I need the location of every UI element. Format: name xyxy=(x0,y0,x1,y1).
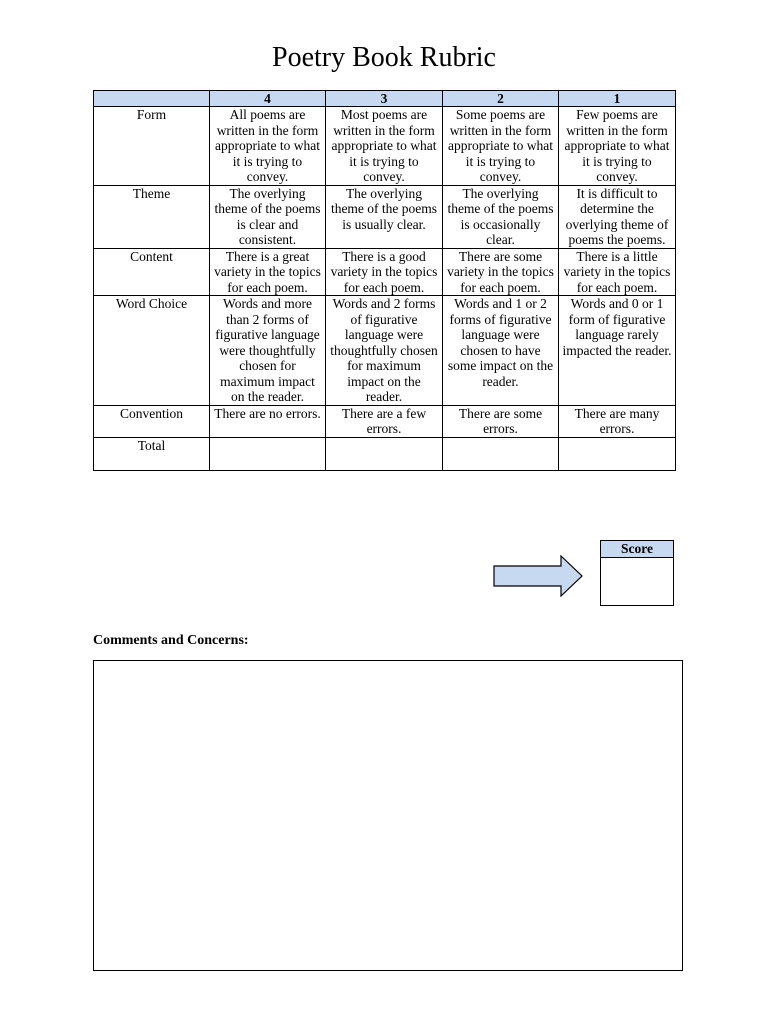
total-row xyxy=(94,437,676,470)
table-row xyxy=(94,107,676,186)
rubric-cell: It is difficult to determine the overlying theme of poems the poems. xyxy=(559,185,676,248)
rubric-cell: There are some variety in the topics for each poem. xyxy=(443,248,559,296)
total-cell-3[interactable] xyxy=(326,437,443,470)
header-score-1: 1 xyxy=(559,91,676,107)
right-arrow-icon xyxy=(493,555,583,597)
header-row xyxy=(94,91,676,107)
rubric-cell: There is a little variety in the topics for each poem. xyxy=(559,248,676,296)
score-box xyxy=(600,540,674,606)
rubric-cell: Some poems are written in the form appropriate to what it is trying to convey. xyxy=(443,107,559,186)
rubric-cell: The overlying theme of the poems is clear and consistent. xyxy=(210,185,326,248)
rubric-cell: All poems are written in the form appropriate to what it is trying to convey. xyxy=(210,107,326,186)
comments-box[interactable] xyxy=(93,660,683,971)
rubric-cell: Few poems are written in the form appropriate to what it is trying to convey. xyxy=(559,107,676,186)
rubric-cell: There are a few errors. xyxy=(326,405,443,437)
rubric-cell: There is a good variety in the topics for each poem. xyxy=(326,248,443,296)
rubric-cell: The overlying theme of the poems is usually clear. xyxy=(326,185,443,248)
total-cell-2[interactable] xyxy=(443,437,559,470)
rubric-cell: Words and 0 or 1 form of figurative language rarely impacted the reader. xyxy=(559,296,676,406)
rubric-cell: Words and 1 or 2 forms of figurative language were chosen to have some impact on the reader. xyxy=(443,296,559,406)
rubric-cell: Words and 2 forms of figurative language were thoughtfully chosen for maximum impact on the reader. xyxy=(326,296,443,406)
page-title: Poetry Book Rubric xyxy=(272,42,496,73)
criterion-convention: Convention xyxy=(94,405,210,437)
criterion-form: Form xyxy=(94,107,210,186)
criterion-theme: Theme xyxy=(94,185,210,248)
header-criterion xyxy=(94,91,210,107)
score-label: Score xyxy=(601,541,673,558)
table-row xyxy=(94,185,676,248)
rubric-cell: The overlying theme of the poems is occasionally clear. xyxy=(443,185,559,248)
score-field[interactable] xyxy=(601,558,673,606)
criterion-total: Total xyxy=(94,437,210,470)
rubric-cell: There are many errors. xyxy=(559,405,676,437)
rubric-cell: There is a great variety in the topics for each poem. xyxy=(210,248,326,296)
table-row xyxy=(94,405,676,437)
total-cell-4[interactable] xyxy=(210,437,326,470)
table-row xyxy=(94,248,676,296)
criterion-word-choice: Word Choice xyxy=(94,296,210,406)
header-score-3: 3 xyxy=(326,91,443,107)
rubric-cell: Most poems are written in the form appropriate to what it is trying to convey. xyxy=(326,107,443,186)
total-cell-1[interactable] xyxy=(559,437,676,470)
rubric-table xyxy=(93,90,676,471)
rubric-cell: There are some errors. xyxy=(443,405,559,437)
rubric-cell: There are no errors. xyxy=(210,405,326,437)
rubric-cell: Words and more than 2 forms of figurative language were thoughtfully chosen for maximum impact on the reader. xyxy=(210,296,326,406)
criterion-content: Content xyxy=(94,248,210,296)
header-score-2: 2 xyxy=(443,91,559,107)
table-row xyxy=(94,296,676,406)
comments-label: Comments and Concerns: xyxy=(93,633,249,648)
header-score-4: 4 xyxy=(210,91,326,107)
